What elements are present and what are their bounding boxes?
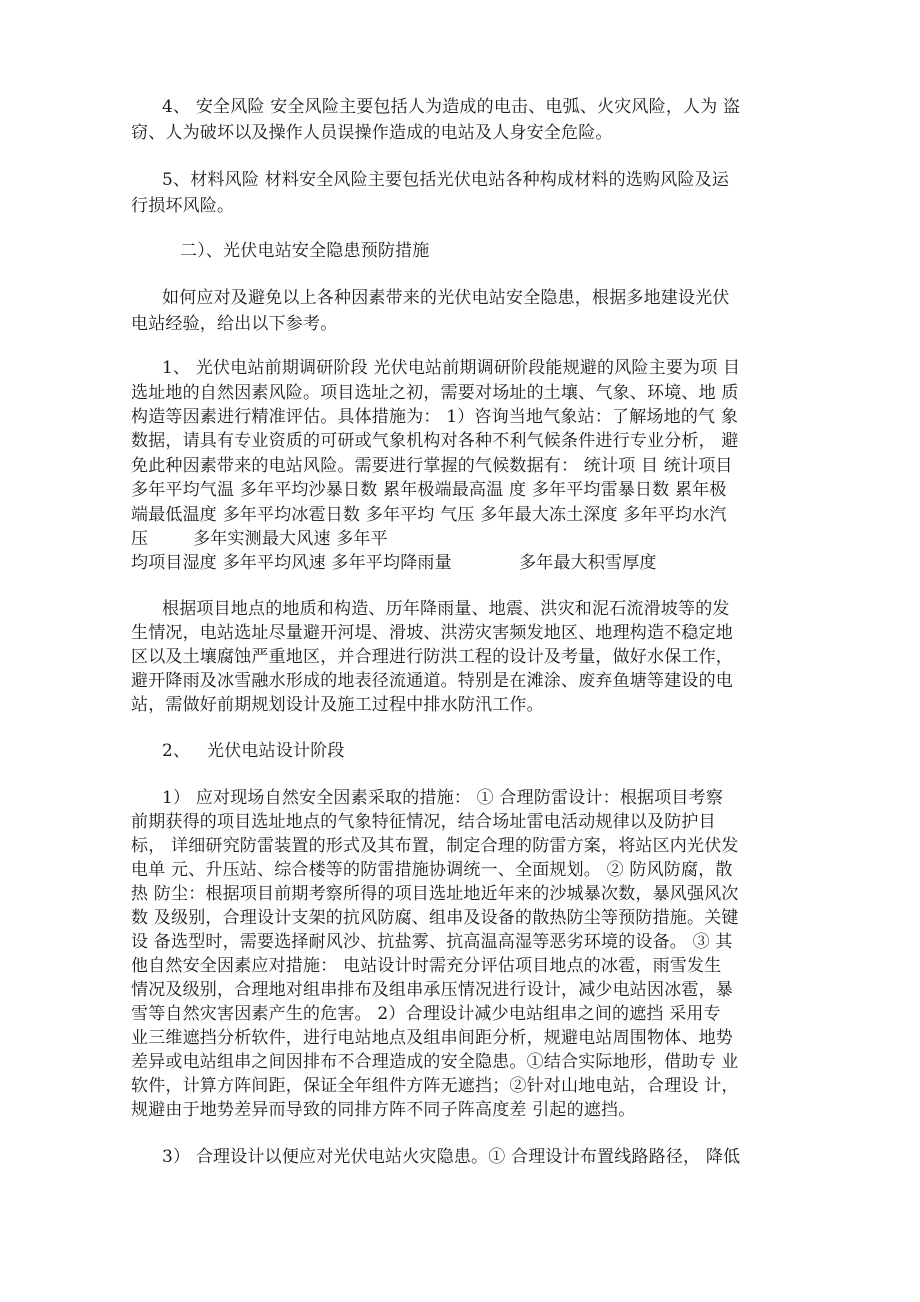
text-line: 选址地的自然因素风险。项目选址之初，需要对场址的土壤、气象、环境、地 质 [131, 383, 739, 403]
text-line: 行损坏风险。 [131, 196, 235, 216]
text-line: 标， 详细研究防雷装置的形式及其布置，制定合理的防雷方案，将站区内光伏发 [131, 836, 739, 856]
text-line: 软件，计算方阵间距，保证全年组件方阵无遮挡；②针对山地电站，合理设 计， [131, 1076, 739, 1096]
text-line: 业三维遮挡分析软件，进行电站地点及组串间距分析，规避电站周围物体、地势 [131, 1028, 733, 1048]
text-line: 雪等自然灾害因素产生的危害。 2）合理设计减少电站组串之间的遮挡 采用专 [131, 1004, 721, 1024]
section-heading: 二）、光伏电站安全隐患预防措施 [180, 241, 430, 261]
text-line: 5、材料风险 材料安全风险主要包括光伏电站各种构成材料的选购风险及运 [162, 170, 730, 190]
text-line: 3） 合理设计以便应对光伏电站火灾隐患。① 合理设计布置线路路径， 降低 [162, 1147, 741, 1167]
text-line: 多年平均气温 多年平均沙暴日数 累年极端最高温 度 多年平均雷暴日数 累年极 [131, 480, 727, 500]
text-line: 设 备选型时，需要选择耐风沙、抗盐雾、抗高温高湿等恶劣环境的设备。 ③ 其 [131, 932, 733, 952]
text-line: 避开降雨及冰雪融水形成的地表径流通道。特别是在滩涂、废弃鱼塘等建设的电 [131, 671, 733, 691]
text-line: 免此种因素带来的电站风险。需要进行掌握的气候数据有： 统计项 目 统计项目 [131, 456, 733, 476]
text-line: 生情况，电站选址尽量避开河堤、滑坡、洪涝灾害频发地区、地理构造不稳定地 [131, 623, 733, 643]
text-line: 1、 光伏电站前期调研阶段 光伏电站前期调研阶段能规避的风险主要为项 目 [162, 358, 741, 378]
text-line: 热 防尘：根据项目前期考察所得的项目选址地近年来的沙城暴次数，暴风强风次 [131, 884, 739, 904]
text-line: 电单 元、升压站、综合楼等的防雷措施协调统一、全面规划。 ② 防风防腐，散 [131, 860, 733, 880]
text-line: 均项目湿度 多年平均风速 多年平均降雨量 多年最大积雪厚度 [131, 553, 657, 573]
text-line: 4、 安全风险 安全风险主要包括人为造成的电击、电弧、火灾风险，人为 盗 [162, 97, 741, 117]
text-line: 电站经验，给出以下参考。 [131, 314, 338, 334]
text-line: 他自然安全因素应对措施： 电站设计时需充分评估项目地点的冰雹，雨雪发生 [131, 956, 722, 976]
text-line: 前期获得的项目选址地点的气象特征情况，结合场址雷电活动规律以及防护目 [131, 812, 716, 832]
text-line: 窃、人为破坏以及操作人员误操作造成的电站及人身安全危险。 [131, 123, 613, 143]
text-line: 端最低温度 多年平均冰雹日数 多年平均 气压 多年最大冻土深度 多年平均水汽 [131, 505, 727, 525]
text-line: 数 及级别，合理设计支架的抗风防腐、组串及设备的散热防尘等预防措施。关键 [131, 908, 739, 928]
text-line: 如何应对及避免以上各种因素带来的光伏电站安全隐患，根据多地建设光伏 [162, 288, 730, 308]
section-heading: 2、 光伏电站设计阶段 [162, 741, 345, 761]
text-line: 规避由于地势差异而导致的同排方阵不同子阵高度差 引起的遮挡。 [131, 1100, 636, 1120]
text-line: 情况及级别，合理地对组串排布及组串承压情况进行设计，减少电站因冰雹，暴 [131, 980, 733, 1000]
text-line: 站，需做好前期规划设计及施工过程中排水防汛工作。 [131, 695, 544, 715]
text-line: 1） 应对现场自然安全因素采取的措施： ① 合理防雷设计：根据项目考察 [162, 788, 724, 808]
text-line: 差异或电站组串之间因排布不合理造成的安全隐患。①结合实际地形，借助专 业 [131, 1052, 739, 1072]
text-line: 压 多年实测最大风速 多年平 [131, 529, 388, 549]
text-line: 构造等因素进行精准评估。具体措施为： 1）咨询当地气象站：了解场地的气 象 [131, 407, 739, 427]
text-line: 根据项目地点的地质和构造、历年降雨量、地震、洪灾和泥石流滑坡等的发 [162, 599, 730, 619]
text-line: 数据，请具有专业资质的可研或气象机构对各种不利气候条件进行专业分析， 避 [131, 431, 739, 451]
text-line: 区以及土壤腐蚀严重地区，并合理进行防洪工程的设计及考量，做好水保工作， [131, 647, 733, 667]
